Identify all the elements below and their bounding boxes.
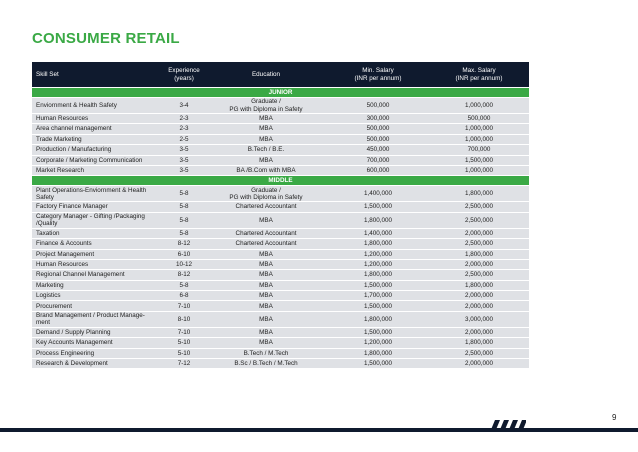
cell-education: MBA <box>205 280 327 290</box>
cell-max-salary: 2,000,000 <box>429 327 529 337</box>
cell-education: MBA <box>205 212 327 228</box>
cell-min-salary: 1,500,000 <box>327 301 429 311</box>
cell-max-salary: 2,000,000 <box>429 291 529 301</box>
cell-skill: Plant Operations-Enviornment & Health Safety <box>32 186 163 202</box>
cell-experience: 5-10 <box>163 348 205 358</box>
cell-skill: Market Research <box>32 165 163 175</box>
cell-max-salary: 2,500,000 <box>429 212 529 228</box>
cell-min-salary: 1,700,000 <box>327 291 429 301</box>
table-row <box>32 212 529 228</box>
cell-max-salary: 1,800,000 <box>429 280 529 290</box>
cell-education: Chartered Accountant <box>205 239 327 249</box>
cell-min-salary: 1,500,000 <box>327 280 429 290</box>
cell-min-salary: 1,400,000 <box>327 228 429 238</box>
table-row <box>32 291 529 301</box>
cell-max-salary: 1,000,000 <box>429 124 529 134</box>
table-row <box>32 134 529 144</box>
cell-education: B.Tech / M.Tech <box>205 348 327 358</box>
cell-min-salary: 1,200,000 <box>327 338 429 348</box>
cell-experience: 3-5 <box>163 145 205 155</box>
cell-min-salary: 300,000 <box>327 114 429 124</box>
cell-max-salary: 1,000,000 <box>429 98 529 114</box>
cell-education: MBA <box>205 270 327 280</box>
cell-max-salary: 2,500,000 <box>429 202 529 212</box>
cell-education: MBA <box>205 249 327 259</box>
cell-skill: Production / Manufacturing <box>32 145 163 155</box>
cell-min-salary: 1,800,000 <box>327 239 429 249</box>
cell-skill: Project Management <box>32 249 163 259</box>
cell-experience: 5-8 <box>163 228 205 238</box>
cell-max-salary: 2,500,000 <box>429 270 529 280</box>
cell-education: MBA <box>205 327 327 337</box>
cell-education: Chartered Accountant <box>205 202 327 212</box>
cell-education: B.Tech / B.E. <box>205 145 327 155</box>
cell-min-salary: 500,000 <box>327 98 429 114</box>
header-experience: Experience (years) <box>163 62 205 88</box>
table-row <box>32 228 529 238</box>
cell-education: B.Sc / B.Tech / M.Tech <box>205 359 327 369</box>
cell-skill: Taxation <box>32 228 163 238</box>
section-band-row <box>32 88 529 98</box>
cell-skill: Procurement <box>32 301 163 311</box>
cell-max-salary: 2,000,000 <box>429 259 529 269</box>
cell-experience: 3-4 <box>163 98 205 114</box>
cell-max-salary: 1,800,000 <box>429 249 529 259</box>
cell-experience: 8-12 <box>163 270 205 280</box>
table-row <box>32 124 529 134</box>
cell-skill: Regional Channel Management <box>32 270 163 280</box>
cell-max-salary: 1,800,000 <box>429 338 529 348</box>
cell-max-salary: 700,000 <box>429 145 529 155</box>
cell-experience: 7-10 <box>163 301 205 311</box>
table-row <box>32 202 529 212</box>
cell-skill: Trade Marketing <box>32 134 163 144</box>
cell-max-salary: 1,000,000 <box>429 165 529 175</box>
cell-skill: Demand / Supply Planning <box>32 327 163 337</box>
header-max-salary: Max. Salary (INR per annum) <box>429 62 529 88</box>
cell-skill: Process Engineering <box>32 348 163 358</box>
section-band-label: JUNIOR <box>32 88 529 98</box>
cell-education: Graduate / PG with Diploma in Safety <box>205 98 327 114</box>
cell-min-salary: 1,800,000 <box>327 212 429 228</box>
table-row <box>32 249 529 259</box>
cell-max-salary: 2,000,000 <box>429 301 529 311</box>
cell-skill: Research & Development <box>32 359 163 369</box>
cell-min-salary: 1,500,000 <box>327 359 429 369</box>
table-header-row <box>32 62 529 88</box>
cell-max-salary: 2,500,000 <box>429 348 529 358</box>
cell-skill: Category Manager - Gifting /Packaging /Quality <box>32 212 163 228</box>
cell-education: MBA <box>205 259 327 269</box>
cell-skill: Area channel management <box>32 124 163 134</box>
table-row <box>32 311 529 327</box>
cell-experience: 7-12 <box>163 359 205 369</box>
table-row <box>32 239 529 249</box>
header-min-salary: Min. Salary (INR per annum) <box>327 62 429 88</box>
cell-experience: 5-8 <box>163 212 205 228</box>
cell-max-salary: 1,800,000 <box>429 186 529 202</box>
table-row <box>32 359 529 369</box>
table-row <box>32 145 529 155</box>
cell-experience: 2-3 <box>163 124 205 134</box>
cell-education: MBA <box>205 301 327 311</box>
table-row <box>32 348 529 358</box>
table-row <box>32 338 529 348</box>
table-row <box>32 165 529 175</box>
cell-education: Chartered Accountant <box>205 228 327 238</box>
table-row <box>32 114 529 124</box>
cell-min-salary: 500,000 <box>327 124 429 134</box>
cell-max-salary: 2,000,000 <box>429 228 529 238</box>
header-education: Education <box>205 62 327 88</box>
cell-skill: Human Resources <box>32 259 163 269</box>
cell-max-salary: 1,000,000 <box>429 134 529 144</box>
cell-skill: Enviornment & Health Safety <box>32 98 163 114</box>
cell-min-salary: 700,000 <box>327 155 429 165</box>
table-row <box>32 155 529 165</box>
section-band-row <box>32 176 529 186</box>
cell-min-salary: 450,000 <box>327 145 429 155</box>
cell-education: MBA <box>205 124 327 134</box>
cell-max-salary: 500,000 <box>429 114 529 124</box>
page-number: 9 <box>612 413 617 422</box>
cell-min-salary: 600,000 <box>327 165 429 175</box>
cell-education: MBA <box>205 134 327 144</box>
cell-education: MBA <box>205 311 327 327</box>
table-row <box>32 186 529 202</box>
cell-skill: Brand Management / Product Manage- ment <box>32 311 163 327</box>
cell-experience: 6-10 <box>163 249 205 259</box>
cell-experience: 8-10 <box>163 311 205 327</box>
salary-table <box>32 62 529 369</box>
table-row <box>32 98 529 114</box>
table-row <box>32 301 529 311</box>
cell-min-salary: 1,500,000 <box>327 327 429 337</box>
cell-education: MBA <box>205 338 327 348</box>
cell-min-salary: 1,800,000 <box>327 270 429 280</box>
cell-experience: 2-3 <box>163 114 205 124</box>
cell-experience: 5-10 <box>163 338 205 348</box>
cell-education: MBA <box>205 291 327 301</box>
cell-education: MBA <box>205 155 327 165</box>
cell-experience: 10-12 <box>163 259 205 269</box>
cell-min-salary: 1,800,000 <box>327 311 429 327</box>
cell-experience: 8-12 <box>163 239 205 249</box>
cell-experience: 3-5 <box>163 165 205 175</box>
cell-experience: 5-8 <box>163 280 205 290</box>
cell-min-salary: 1,500,000 <box>327 202 429 212</box>
cell-skill: Human Resources <box>32 114 163 124</box>
cell-experience: 7-10 <box>163 327 205 337</box>
cell-max-salary: 2,500,000 <box>429 239 529 249</box>
cell-experience: 2-5 <box>163 134 205 144</box>
cell-experience: 3-5 <box>163 155 205 165</box>
footer-bar <box>0 428 638 432</box>
table-body <box>32 88 529 369</box>
table-row <box>32 270 529 280</box>
cell-education: MBA <box>205 114 327 124</box>
cell-skill: Factory Finance Manager <box>32 202 163 212</box>
cell-skill: Logistics <box>32 291 163 301</box>
cell-experience: 5-8 <box>163 202 205 212</box>
cell-max-salary: 1,500,000 <box>429 155 529 165</box>
cell-skill: Finance & Accounts <box>32 239 163 249</box>
cell-education: BA /B.Com with MBA <box>205 165 327 175</box>
cell-experience: 6-8 <box>163 291 205 301</box>
cell-experience: 5-8 <box>163 186 205 202</box>
cell-min-salary: 1,800,000 <box>327 348 429 358</box>
cell-min-salary: 500,000 <box>327 134 429 144</box>
section-band-label: MIDDLE <box>32 176 529 186</box>
cell-min-salary: 1,400,000 <box>327 186 429 202</box>
table-row <box>32 280 529 290</box>
cell-skill: Corporate / Marketing Communication <box>32 155 163 165</box>
cell-max-salary: 2,000,000 <box>429 359 529 369</box>
header-skill-set: Skill Set <box>32 62 163 88</box>
cell-skill: Marketing <box>32 280 163 290</box>
cell-max-salary: 3,000,000 <box>429 311 529 327</box>
table-row <box>32 259 529 269</box>
cell-min-salary: 1,200,000 <box>327 249 429 259</box>
page-title: CONSUMER RETAIL <box>32 30 180 47</box>
cell-education: Graduate / PG with Diploma in Safety <box>205 186 327 202</box>
cell-min-salary: 1,200,000 <box>327 259 429 269</box>
cell-skill: Key Accounts Management <box>32 338 163 348</box>
table-row <box>32 327 529 337</box>
